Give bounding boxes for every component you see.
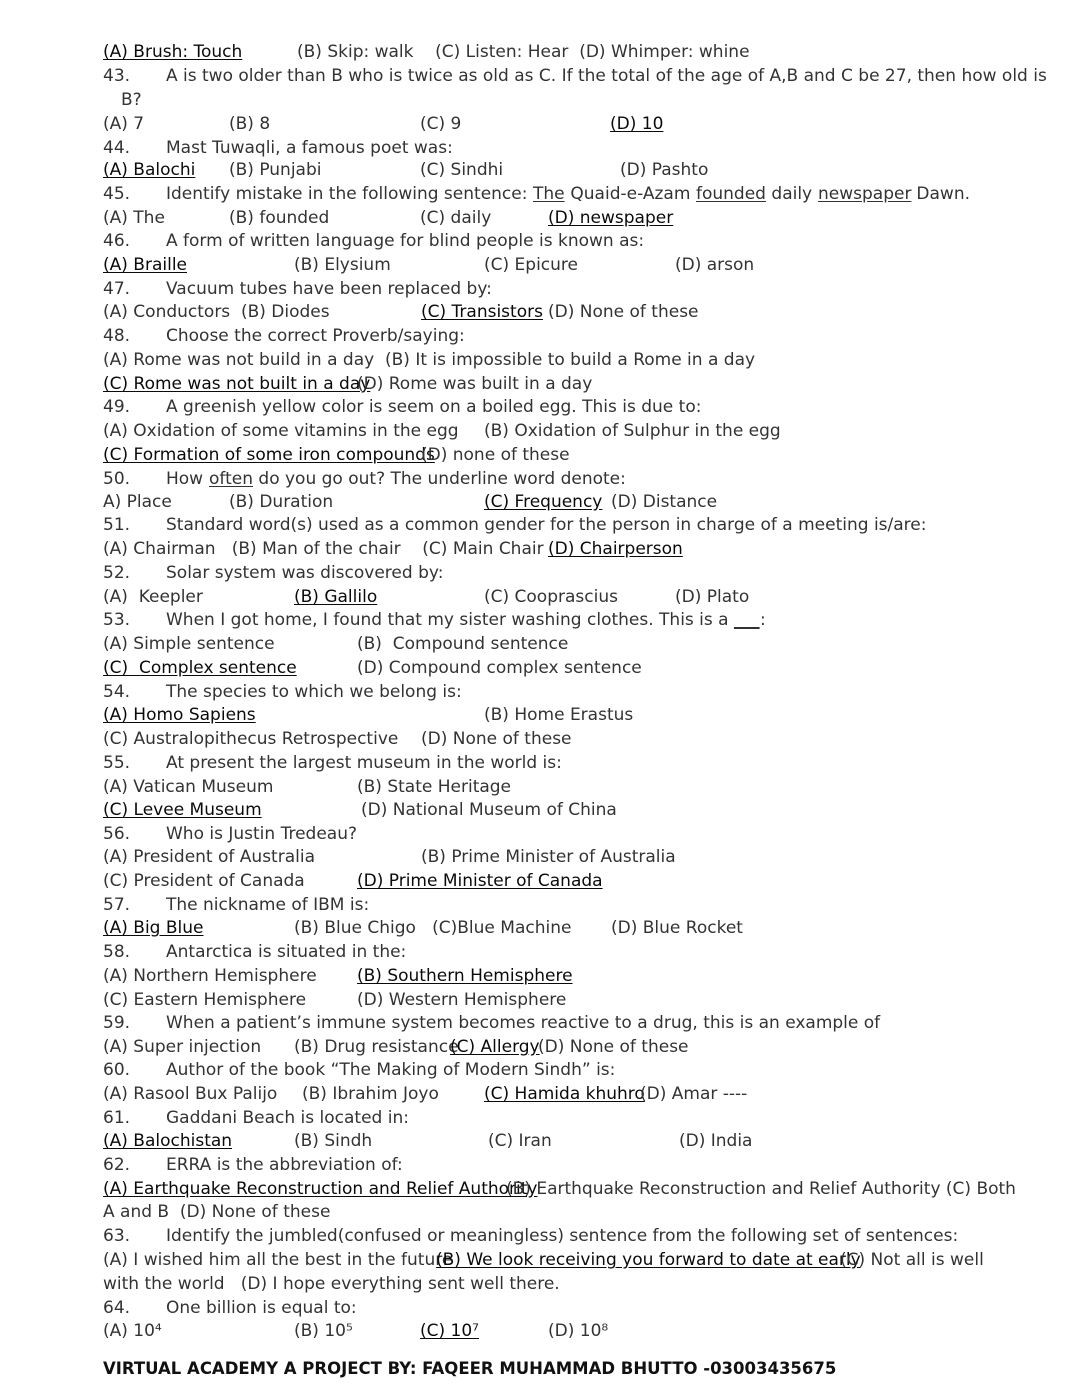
- question-number: 47.: [103, 279, 131, 299]
- line-text: (D) Blue Rocket: [611, 918, 743, 938]
- line-text: (B) Prime Minister of Australia: [421, 847, 676, 867]
- line-text: Solar system was discovered by:: [166, 563, 444, 583]
- text-line: [0, 537, 1080, 561]
- text-line: [0, 751, 1080, 775]
- line-text: (A) Keepler: [103, 587, 203, 607]
- line-text: (B) Home Erastus: [484, 705, 634, 725]
- text-line: [0, 443, 1080, 467]
- text-line: [0, 136, 1080, 160]
- answer-option: (D) Prime Minister of Canada: [357, 871, 603, 891]
- text-line: [0, 869, 1080, 893]
- answer-option: (C) Complex sentence: [103, 658, 297, 678]
- text-line: [0, 40, 1080, 64]
- question-number: 43.: [103, 66, 131, 86]
- answer-option: (C) Frequency: [484, 492, 603, 512]
- line-text: A and B (D) None of these: [103, 1202, 331, 1222]
- line-text: (B) Ibrahim Joyo: [302, 1084, 439, 1104]
- text-line: [0, 727, 1080, 751]
- line-text: (C) daily: [420, 208, 492, 228]
- line-text: Gaddani Beach is located in:: [166, 1108, 409, 1128]
- line-text: Who is Justin Tredeau?: [166, 824, 358, 844]
- question-number: 51.: [103, 515, 131, 535]
- line-text: (A) 7: [103, 114, 145, 134]
- text-line: [0, 1177, 1080, 1201]
- text-line: [0, 513, 1080, 537]
- line-text: (B) Drug resistance: [294, 1037, 459, 1057]
- question-number: 59.: [103, 1013, 131, 1033]
- line-text: The nickname of IBM is:: [166, 895, 370, 915]
- line-text: (A) President of Australia: [103, 847, 315, 867]
- text-line: [0, 1272, 1080, 1296]
- text-line: [0, 64, 1080, 88]
- line-text: (B) Duration: [229, 492, 334, 512]
- answer-option: (A) Homo Sapiens: [103, 705, 256, 725]
- text-line: [0, 324, 1080, 348]
- question-number: 61.: [103, 1108, 131, 1128]
- text-line: [0, 300, 1080, 324]
- line-text: (D) India: [679, 1131, 753, 1151]
- footer-credit: VIRTUAL ACADEMY A PROJECT BY: FAQEER MUHAMMAD BHUTTO -03003435675: [103, 1359, 837, 1378]
- answer-option: (C) Hamida khuhro: [484, 1084, 645, 1104]
- text-line: [0, 112, 1080, 136]
- line-text: Standard word(s) used as a common gender for the person in charge of a meeting is/are:: [166, 515, 927, 535]
- question-number: 44.: [103, 138, 131, 158]
- line-text: (A) Simple sentence: [103, 634, 275, 654]
- line-text: (A) Oxidation of some vitamins in the egg: [103, 421, 459, 441]
- question-number: 62.: [103, 1155, 131, 1175]
- line-text: Choose the correct Proverb/saying:: [166, 326, 465, 346]
- answer-option: (A) Big Blue: [103, 918, 204, 938]
- line-text: :: [760, 610, 766, 630]
- text-line: [0, 206, 1080, 230]
- line-text: (C) Cooprascius: [484, 587, 618, 607]
- underlined-word: ___: [734, 610, 760, 630]
- question-number: 52.: [103, 563, 131, 583]
- text-line: [0, 822, 1080, 846]
- underlined-word: newspaper: [818, 184, 912, 204]
- text-line: [0, 940, 1080, 964]
- line-text: (C) President of Canada: [103, 871, 305, 891]
- text-line: [0, 229, 1080, 253]
- line-text: (A) 10⁴: [103, 1321, 162, 1341]
- question-number: 64.: [103, 1298, 131, 1318]
- text-line: [0, 1035, 1080, 1059]
- text-line: [0, 158, 1080, 182]
- line-text: One billion is equal to:: [166, 1298, 357, 1318]
- line-text: A greenish yellow color is seem on a boiled egg. This is due to:: [166, 397, 702, 417]
- answer-option: (B) Gallilo: [294, 587, 378, 607]
- line-text: (D) 10⁸: [548, 1321, 609, 1341]
- line-text: (D) Western Hemisphere: [357, 990, 567, 1010]
- question-number: 49.: [103, 397, 131, 417]
- line-text: Mast Tuwaqli, a famous poet was:: [166, 138, 453, 158]
- line-text: (A) I wished him all the best in the future: [103, 1250, 453, 1270]
- text-line: [0, 253, 1080, 277]
- answer-option: (A) Brush: Touch: [103, 42, 243, 62]
- line-text: (A) Rome was not build in a day (B) It is impossible to build a Rome in a day: [103, 350, 756, 370]
- text-line: [0, 490, 1080, 514]
- line-text: with the world (D) I hope everything sent well there.: [103, 1274, 560, 1294]
- text-line: [0, 467, 1080, 491]
- answer-option: (A) Balochi: [103, 160, 196, 180]
- text-line: [0, 1224, 1080, 1248]
- question-number: 54.: [103, 682, 131, 702]
- line-text: (C) Not all is well: [840, 1250, 984, 1270]
- text-line: [0, 845, 1080, 869]
- line-text: The species to which we belong is:: [166, 682, 462, 702]
- text-line: [0, 88, 1080, 112]
- text-line: [0, 1153, 1080, 1177]
- line-text: (D) Rome was built in a day: [357, 374, 593, 394]
- answer-option: (C) Formation of some iron compounds: [103, 445, 435, 465]
- text-line: [0, 419, 1080, 443]
- answer-option: (B) Southern Hemisphere: [357, 966, 573, 986]
- line-text: A form of written language for blind people is known as:: [166, 231, 645, 251]
- line-text: (B) founded: [229, 208, 330, 228]
- line-text: (D) None of these: [548, 302, 699, 322]
- line-text: (D) Pashto: [620, 160, 709, 180]
- text-line: [0, 656, 1080, 680]
- line-text: (A) Vatican Museum: [103, 777, 274, 797]
- line-text: (A) Northern Hemisphere: [103, 966, 317, 986]
- text-line: [0, 1082, 1080, 1106]
- line-text: Antarctica is situated in the:: [166, 942, 407, 962]
- question-number: 57.: [103, 895, 131, 915]
- question-number: 60.: [103, 1060, 131, 1080]
- line-text: A is two older than B who is twice as old as C. If the total of the age of A,B and C be 27, then how old is: [166, 66, 1047, 86]
- text-line: [0, 608, 1080, 632]
- answer-option: (C) 10⁷: [420, 1321, 479, 1341]
- text-line: [0, 1011, 1080, 1035]
- text-line: [0, 632, 1080, 656]
- answer-option: (A) Earthquake Reconstruction and Relief Authority: [103, 1179, 538, 1199]
- text-line: [0, 1058, 1080, 1082]
- text-line: [0, 988, 1080, 1012]
- question-number: 45.: [103, 184, 131, 204]
- line-text: B?: [121, 90, 142, 110]
- text-line: [0, 1319, 1080, 1343]
- question-number: 58.: [103, 942, 131, 962]
- line-text: (D) None of these: [421, 729, 572, 749]
- question-number: 48.: [103, 326, 131, 346]
- line-text: (D) Amar ----: [640, 1084, 748, 1104]
- text-line: [0, 798, 1080, 822]
- line-text: When I got home, I found that my sister washing clothes. This is a: [166, 610, 734, 630]
- line-text: Identify mistake in the following sentence:: [166, 184, 533, 204]
- line-text: (D) arson: [675, 255, 755, 275]
- line-text: Author of the book “The Making of Modern Sindh” is:: [166, 1060, 616, 1080]
- line-text: do you go out? The underline word denote:: [253, 469, 626, 489]
- text-line: [0, 1129, 1080, 1153]
- line-text: When a patient’s immune system becomes reactive to a drug, this is an example of: [166, 1013, 881, 1033]
- line-text: (D) Plato: [675, 587, 750, 607]
- line-text: How: [166, 469, 209, 489]
- answer-option: (B) We look receiving you forward to date at early: [436, 1250, 861, 1270]
- line-text: (D) Distance: [611, 492, 718, 512]
- line-text: Identify the jumbled(confused or meaningless) sentence from the following set of sentences:: [166, 1226, 959, 1246]
- line-text: (A) The: [103, 208, 165, 228]
- text-line: [0, 585, 1080, 609]
- text-line: [0, 395, 1080, 419]
- text-line: [0, 775, 1080, 799]
- line-text: (C) Epicure: [484, 255, 578, 275]
- line-text: (B) Blue Chigo (C)Blue Machine: [294, 918, 572, 938]
- text-line: [0, 561, 1080, 585]
- line-text: (D) None of these: [538, 1037, 689, 1057]
- line-text: (B) Sindh: [294, 1131, 373, 1151]
- line-text: (C) Iran: [488, 1131, 552, 1151]
- underlined-word: founded: [696, 184, 766, 204]
- line-text: At present the largest museum in the world is:: [166, 753, 562, 773]
- line-text: Dawn.: [911, 184, 970, 204]
- answer-option: (C) Levee Museum: [103, 800, 262, 820]
- underlined-word: The: [533, 184, 565, 204]
- line-text: (C) 9: [420, 114, 462, 134]
- text-line: [0, 1106, 1080, 1130]
- text-line: [0, 964, 1080, 988]
- answer-option: (D) 10: [610, 114, 664, 134]
- line-text: (D) National Museum of China: [361, 800, 617, 820]
- line-text: Vacuum tubes have been replaced by:: [166, 279, 492, 299]
- question-number: 50.: [103, 469, 131, 489]
- line-text: (B) Oxidation of Sulphur in the egg: [484, 421, 781, 441]
- text-line: [0, 277, 1080, 301]
- line-text: ERRA is the abbreviation of:: [166, 1155, 403, 1175]
- answer-option: (D) newspaper: [548, 208, 674, 228]
- line-text: (D) Compound complex sentence: [357, 658, 642, 678]
- question-number: 55.: [103, 753, 131, 773]
- line-text: (D) none of these: [421, 445, 570, 465]
- line-text: (A) Rasool Bux Palijo: [103, 1084, 278, 1104]
- question-number: 46.: [103, 231, 131, 251]
- line-text: (B) State Heritage: [357, 777, 512, 797]
- text-line: [0, 916, 1080, 940]
- question-number: 56.: [103, 824, 131, 844]
- answer-option: (C) Transistors: [421, 302, 543, 322]
- text-line: [0, 182, 1080, 206]
- line-text: (B) Elysium: [294, 255, 391, 275]
- text-line: [0, 680, 1080, 704]
- line-text: (C) Sindhi: [420, 160, 504, 180]
- line-text: (C) Australopithecus Retrospective: [103, 729, 399, 749]
- line-text: (C) Eastern Hemisphere: [103, 990, 307, 1010]
- line-text: daily: [766, 184, 818, 204]
- text-line: [0, 1248, 1080, 1272]
- line-text: (A) Super injection: [103, 1037, 262, 1057]
- line-text: (A) Chairman (B) Man of the chair (C) Main Chair: [103, 539, 544, 559]
- line-text: (B) Earthquake Reconstruction and Relief Authority (C) Both: [506, 1179, 1016, 1199]
- text-line: [0, 1357, 1080, 1381]
- text-line: [0, 703, 1080, 727]
- text-line: [0, 1200, 1080, 1224]
- answer-option: (A) Balochistan: [103, 1131, 233, 1151]
- line-text: (B) 10⁵: [294, 1321, 353, 1341]
- line-text: A) Place: [103, 492, 172, 512]
- underlined-word: often: [209, 469, 253, 489]
- text-line: [0, 348, 1080, 372]
- answer-option: (C) Allergy: [450, 1037, 540, 1057]
- text-line: [0, 1296, 1080, 1320]
- line-text: (B) Skip: walk (C) Listen: Hear (D) Whimper: whine: [297, 42, 750, 62]
- text-line: [0, 893, 1080, 917]
- line-text: Quaid-e-Azam: [565, 184, 696, 204]
- answer-option: (C) Rome was not built in a day: [103, 374, 371, 394]
- question-number: 53.: [103, 610, 131, 630]
- question-number: 63.: [103, 1226, 131, 1246]
- line-text: (B) Punjabi: [229, 160, 322, 180]
- line-text: (A) Conductors (B) Diodes: [103, 302, 330, 322]
- text-line: [0, 372, 1080, 396]
- answer-option: (A) Braille: [103, 255, 187, 275]
- line-text: (B) Compound sentence: [357, 634, 569, 654]
- answer-option: (D) Chairperson: [548, 539, 683, 559]
- line-text: (B) 8: [229, 114, 271, 134]
